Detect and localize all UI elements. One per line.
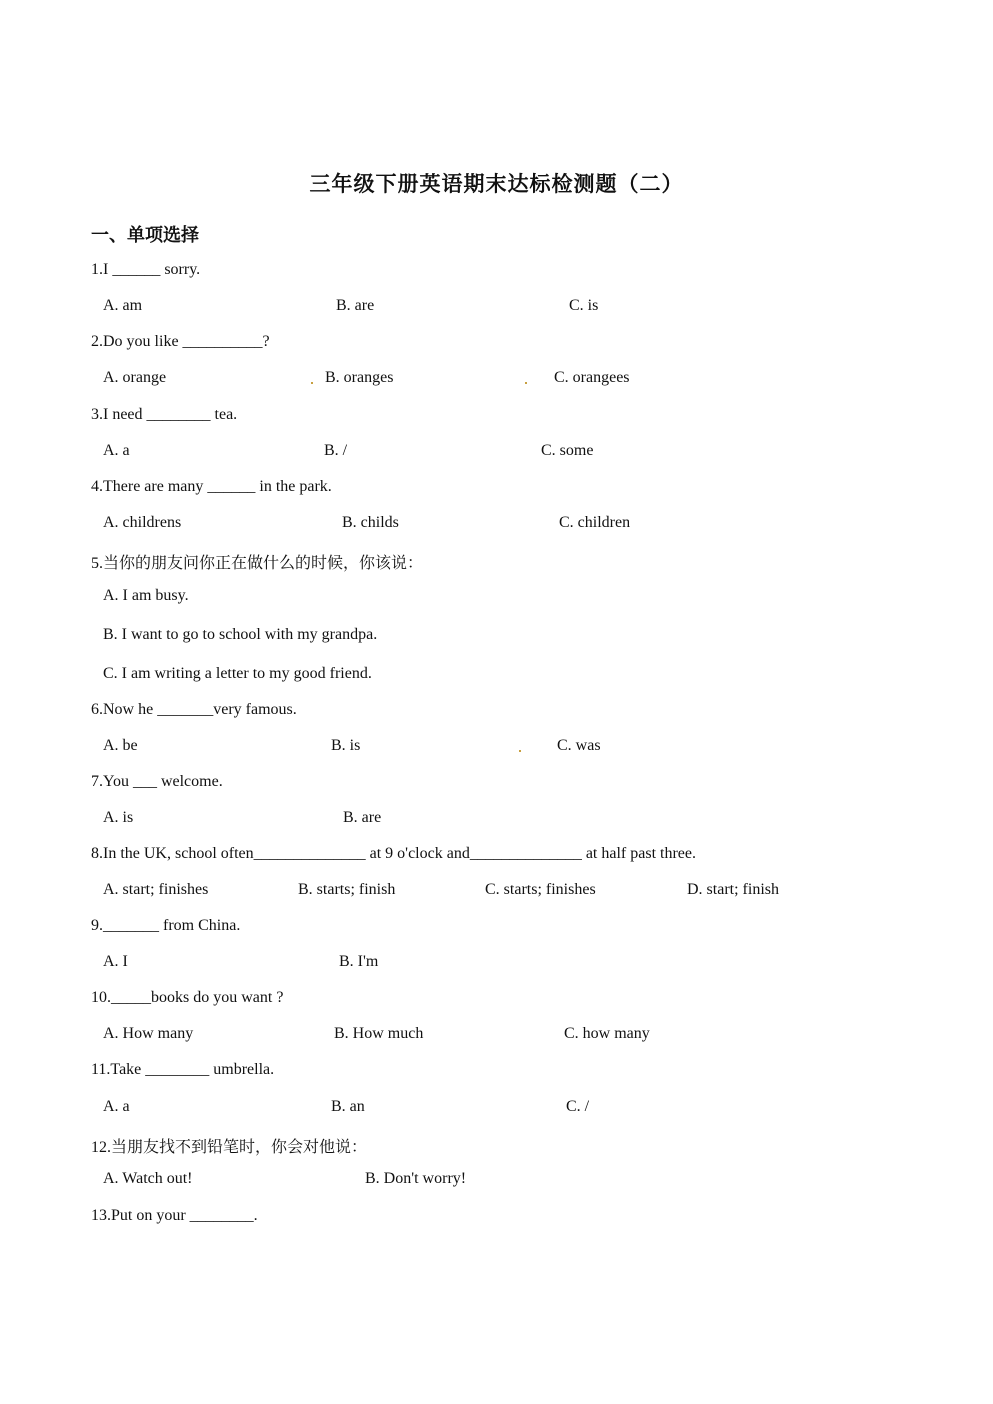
question-4: 4.There are many ______ in the park. — [91, 478, 332, 495]
q2-option-c: C. orangees — [554, 369, 630, 386]
q1-option-c: C. is — [569, 297, 599, 314]
q8-option-c: C. starts; finishes — [485, 881, 596, 898]
q11-option-c: C. / — [566, 1098, 590, 1115]
q6-option-c: C. was — [557, 737, 601, 754]
question-2: 2.Do you like __________? — [91, 333, 270, 350]
question-5: 5.当你的朋友问你正在做什么的时候，你该说： — [91, 555, 424, 572]
question-9: 9._______ from China. — [91, 917, 241, 934]
q3-option-a: A. a — [103, 442, 130, 459]
page-title: 三年级下册英语期末达标检测题（二） — [309, 172, 684, 196]
stray-dot — [311, 382, 313, 384]
question-3: 3.I need ________ tea. — [91, 406, 238, 423]
question-13: 13.Put on your ________. — [91, 1207, 258, 1224]
q7-option-a: A. is — [103, 809, 134, 826]
question-1: 1.I ______ sorry. — [91, 261, 201, 278]
question-12: 12.当朋友找不到铅笔时，你会对他说： — [91, 1139, 368, 1156]
q11-option-b: B. an — [331, 1098, 365, 1115]
stray-dot — [519, 750, 521, 752]
q10-option-b: B. How much — [334, 1025, 424, 1042]
q2-option-a: A. orange — [103, 369, 167, 386]
stray-dot — [525, 382, 527, 384]
q4-option-b: B. childs — [342, 514, 399, 531]
q8-option-a: A. start; finishes — [103, 881, 209, 898]
question-11: 11.Take ________ umbrella. — [91, 1061, 275, 1078]
q6-option-b: B. is — [331, 737, 361, 754]
q12-option-a: A. Watch out! — [103, 1170, 193, 1187]
q9-option-a: A. I — [103, 953, 128, 970]
q8-option-d: D. start; finish — [687, 881, 779, 898]
q10-option-a: A. How many — [103, 1025, 194, 1042]
question-10: 10._____books do you want ? — [91, 989, 284, 1006]
question-8: 8.In the UK, school often______________ at 9 o'clock and______________ at half past three. — [91, 845, 696, 862]
q9-option-b: B. I'm — [339, 953, 379, 970]
q4-option-c: C. children — [559, 514, 631, 531]
q8-option-b: B. starts; finish — [298, 881, 396, 898]
section-heading: 一、单项选择 — [91, 225, 199, 245]
q5-option-a: A. I am busy. — [103, 587, 189, 604]
q6-option-a: A. be — [103, 737, 138, 754]
q5-option-c: C. I am writing a letter to my good friend. — [103, 665, 372, 682]
q7-option-b: B. are — [343, 809, 382, 826]
q4-option-a: A. childrens — [103, 514, 182, 531]
q12-option-b: B. Don't worry! — [365, 1170, 467, 1187]
q3-option-c: C. some — [541, 442, 594, 459]
q2-option-b: B. oranges — [325, 369, 394, 386]
q1-option-a: A. am — [103, 297, 143, 314]
q10-option-c: C. how many — [564, 1025, 650, 1042]
q1-option-b: B. are — [336, 297, 375, 314]
q3-option-b: B. / — [324, 442, 348, 459]
question-6: 6.Now he _______very famous. — [91, 701, 297, 718]
q11-option-a: A. a — [103, 1098, 130, 1115]
question-7: 7.You ___ welcome. — [91, 773, 223, 790]
q5-option-b: B. I want to go to school with my grandpa. — [103, 626, 378, 643]
